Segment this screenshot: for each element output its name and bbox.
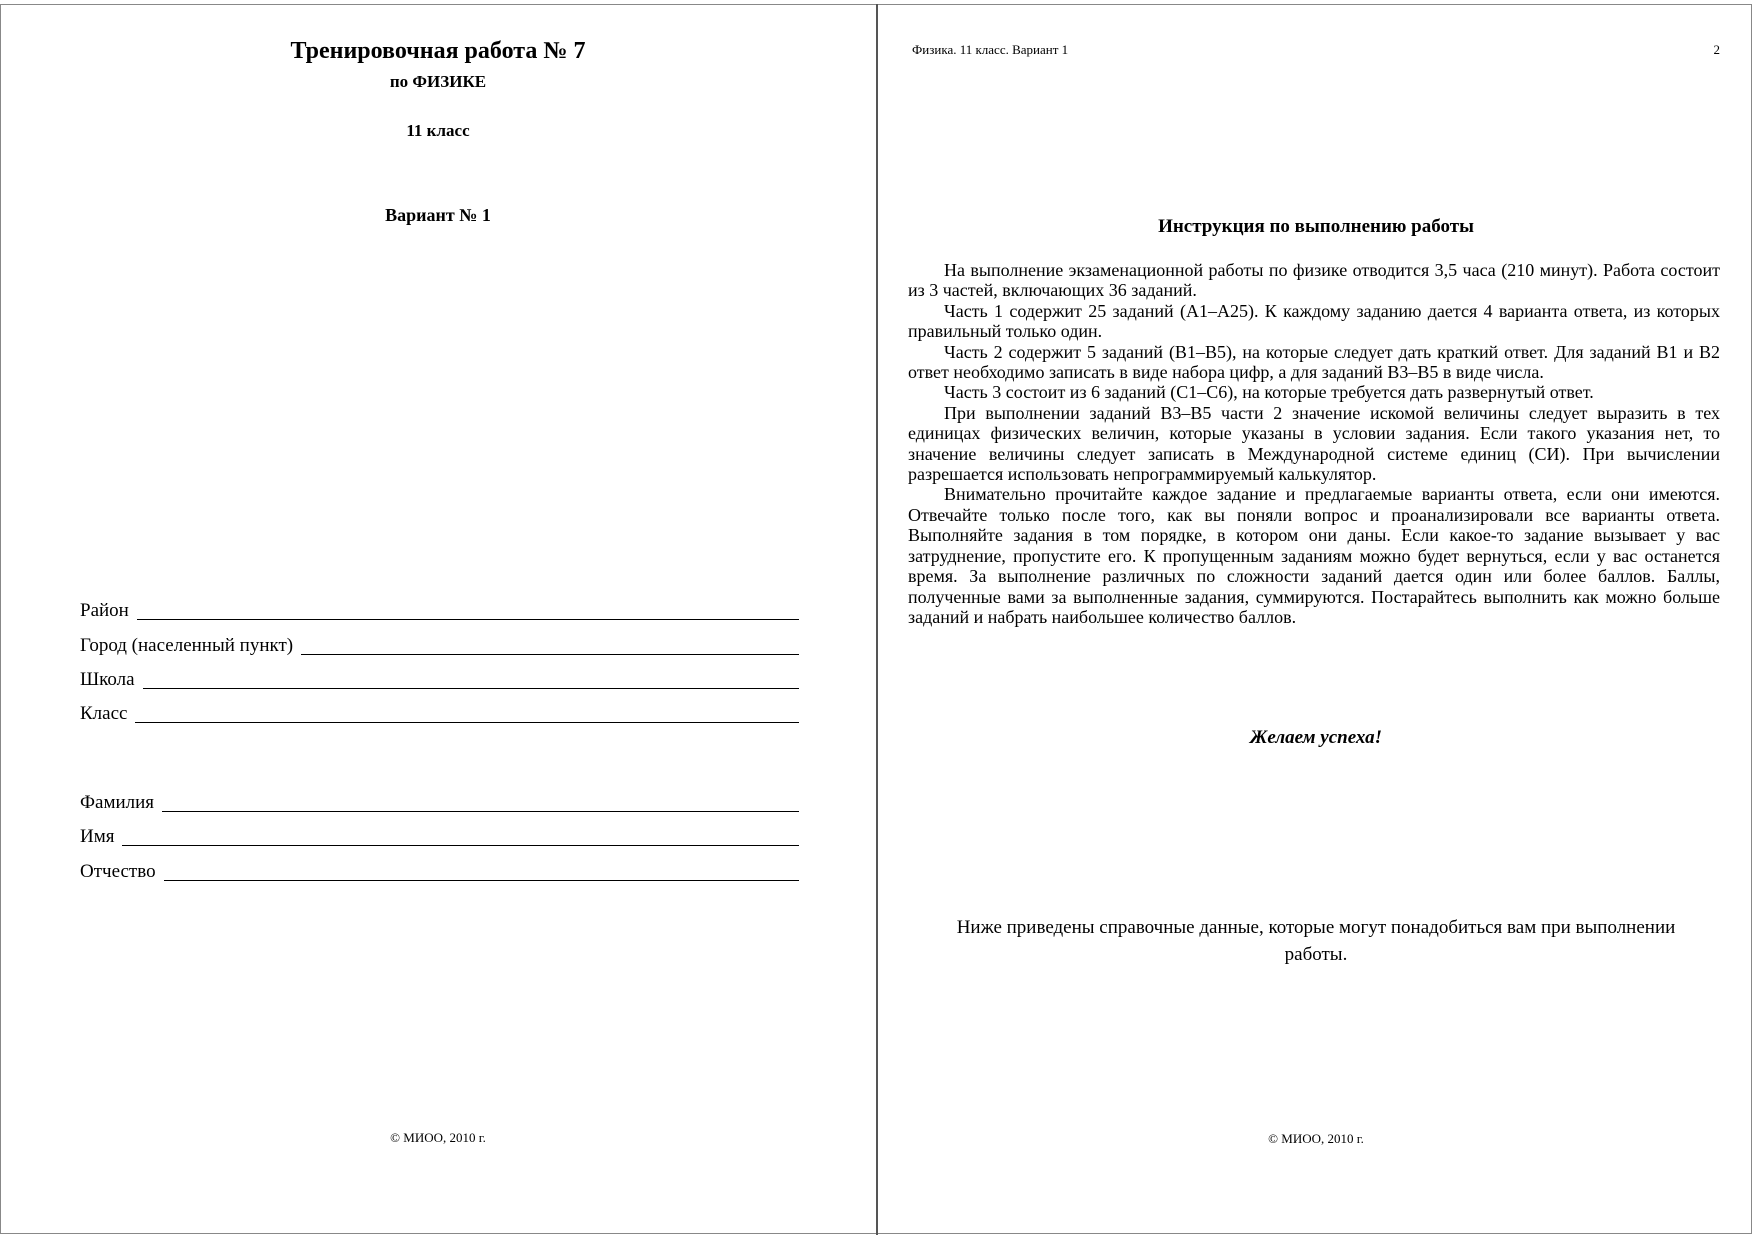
running-header: Физика. 11 класс. Вариант 1 — [912, 42, 1069, 57]
page-number: 2 — [1713, 42, 1720, 57]
cover-page — [0, 4, 876, 1234]
instruction-paragraph: Часть 2 содержит 5 заданий (В1–В5), на которые следует дать краткий ответ. Для заданий В1 и В2 ответ необходимо записать в виде набора цифр, а для заданий В3–В5 в виде числа. — [908, 341, 1720, 383]
copyright-right: © МИОО, 2010 г. — [1268, 1131, 1364, 1146]
instruction-body — [908, 260, 1720, 627]
document-title: Тренировочная работа № 7 — [290, 38, 586, 64]
patronymic-label: Отчество — [80, 861, 156, 882]
surname-label: Фамилия — [80, 792, 155, 813]
name-field — [80, 822, 799, 848]
patronymic-line — [164, 879, 799, 881]
patronymic-field — [80, 857, 799, 883]
instruction-paragraph: При выполнении заданий В3–В5 части 2 значение искомой величины следует выразить в тех единицах физических величин, которые указаны в условии задания. Если такого указания нет, то значение величины следует записать в Международной системе единиц (СИ). При вычислении разрешается использовать непрограммируемый калькулятор. — [908, 402, 1720, 485]
city-label: Город (населенный пункт) — [80, 635, 294, 656]
class-line — [135, 721, 799, 723]
district-label: Район — [80, 600, 129, 621]
reference-note: Ниже приведены справочные данные, которые могут понадобиться вам при выполнении работы. — [956, 917, 1676, 965]
instruction-page — [878, 4, 1754, 1234]
good-luck-text: Желаем успеха! — [1249, 727, 1383, 748]
variant-label: Вариант № 1 — [385, 205, 491, 225]
surname-line — [162, 810, 799, 812]
school-line — [143, 687, 799, 689]
instruction-paragraph: Часть 3 состоит из 6 заданий (С1–С6), на которые требуется дать развернутый ответ. — [944, 382, 1594, 403]
district-line — [137, 618, 799, 620]
school-label: Школа — [80, 669, 135, 690]
name-line — [122, 844, 799, 846]
instruction-paragraph: Часть 1 содержит 25 заданий (А1–А25). К каждому заданию дается 4 варианта ответа, из которых правильный только один. — [908, 300, 1720, 342]
instruction-paragraph: Внимательно прочитайте каждое задание и предлагаемые варианты ответа, если они имеются. Отвечайте только после того, как вы поняли вопрос и проанализировали все варианты ответа. Выполняйте задания в том порядке, в котором они даны. Если какое-то задание вызывает у вас затруднение, пропустите его. К пропущенным заданиям можно будет вернуться, если у вас останется время. За выполнение различных по сложности заданий дается один или более баллов. Баллы, полученные вами за выполненные задания, суммируются. Постарайтесь выполнить как можно больше заданий и набрать наибольшее количество баллов. — [908, 484, 1720, 627]
city-line — [301, 653, 799, 655]
city-field — [80, 631, 799, 657]
grade-label: 11 класс — [406, 121, 470, 140]
class-label: Класс — [80, 703, 128, 724]
class-field — [80, 699, 799, 725]
subject-label: по ФИЗИКЕ — [389, 72, 487, 91]
surname-field — [80, 788, 799, 814]
copyright-left: © МИОО, 2010 г. — [390, 1130, 486, 1145]
school-field — [80, 665, 799, 691]
name-label: Имя — [80, 826, 115, 847]
instruction-paragraph: На выполнение экзаменационной работы по физике отводится 3,5 часа (210 минут). Работа состоит из 3 частей, включающих 36 заданий. — [908, 260, 1720, 301]
district-field — [80, 596, 799, 622]
instruction-title: Инструкция по выполнению работы — [1158, 216, 1474, 237]
